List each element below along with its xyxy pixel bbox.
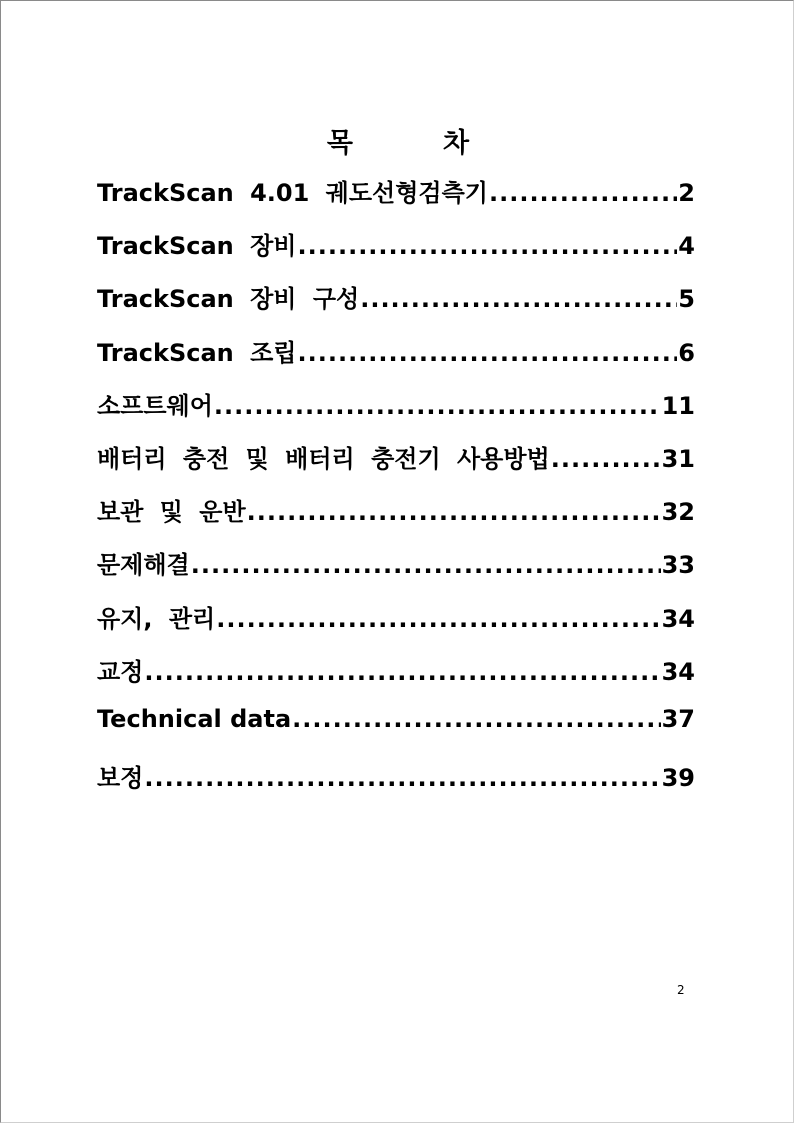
toc-entry-label: 교정 bbox=[97, 657, 144, 686]
toc-entry-page: 34 bbox=[661, 657, 695, 686]
toc-entry-page: 4 bbox=[678, 232, 695, 261]
toc-entry-page: 33 bbox=[661, 551, 695, 580]
toc-entry-troubleshooting[interactable] bbox=[97, 545, 695, 598]
toc-dot-leader bbox=[360, 285, 677, 313]
toc-entry-page: 32 bbox=[661, 498, 695, 527]
toc-entry-label: 보정 bbox=[97, 764, 144, 793]
toc-dot-leader bbox=[214, 392, 661, 420]
toc-dot-leader bbox=[297, 339, 677, 367]
toc-entry-page: 31 bbox=[661, 444, 695, 473]
toc-entry-page: 37 bbox=[661, 704, 695, 733]
toc-entry-trackscan-401[interactable] bbox=[97, 173, 695, 226]
toc-entry-page: 5 bbox=[678, 285, 695, 314]
toc-title-char-2: 차 bbox=[443, 128, 470, 159]
toc-entry-label: 문제해결 bbox=[97, 551, 190, 580]
toc-dot-leader bbox=[144, 658, 660, 686]
toc-entry-battery-charging[interactable] bbox=[97, 439, 695, 492]
toc-entry-page: 6 bbox=[678, 338, 695, 367]
toc-dot-leader bbox=[292, 705, 660, 733]
toc-entry-page: 11 bbox=[661, 391, 695, 420]
toc-entry-correction[interactable] bbox=[97, 758, 695, 811]
toc-entry-software[interactable] bbox=[97, 386, 695, 439]
toc-title-char-1: 목 bbox=[326, 128, 353, 159]
toc-dot-leader bbox=[216, 605, 660, 633]
toc-entry-trackscan-assembly[interactable] bbox=[97, 333, 695, 386]
toc-entry-trackscan-equipment[interactable] bbox=[97, 226, 695, 279]
toc-dot-leader bbox=[489, 179, 677, 207]
toc-entry-label: TrackScan 장비 구성 bbox=[97, 285, 360, 314]
toc-entry-label: 배터리 충전 및 배터리 충전기 사용방법 bbox=[97, 444, 550, 473]
toc-entry-page: 39 bbox=[661, 764, 695, 793]
table-of-contents bbox=[97, 173, 695, 811]
toc-title bbox=[1, 121, 794, 160]
toc-dot-leader bbox=[247, 498, 661, 526]
toc-entry-label: TrackScan 조립 bbox=[97, 338, 297, 367]
toc-dot-leader bbox=[551, 445, 661, 473]
toc-entry-maintenance[interactable] bbox=[97, 599, 695, 652]
toc-entry-trackscan-components[interactable] bbox=[97, 279, 695, 332]
toc-entry-label: 보관 및 운반 bbox=[97, 498, 246, 527]
toc-entry-label: Technical data bbox=[97, 704, 292, 733]
toc-entry-label: 유지, 관리 bbox=[97, 604, 216, 633]
page-number: 2 bbox=[677, 983, 685, 997]
toc-entry-page: 34 bbox=[661, 604, 695, 633]
toc-entry-label: TrackScan 장비 bbox=[97, 232, 297, 261]
toc-entry-technical-data[interactable] bbox=[97, 705, 695, 758]
toc-dot-leader bbox=[297, 232, 677, 260]
toc-entry-label: 소프트웨어 bbox=[97, 391, 213, 420]
toc-entry-page: 2 bbox=[678, 179, 695, 207]
toc-entry-label: TrackScan 4.01 궤도선형검측기 bbox=[97, 179, 488, 207]
toc-entry-calibration[interactable] bbox=[97, 652, 695, 705]
toc-entry-storage-transport[interactable] bbox=[97, 492, 695, 545]
toc-dot-leader bbox=[191, 551, 661, 579]
toc-dot-leader bbox=[144, 764, 660, 792]
